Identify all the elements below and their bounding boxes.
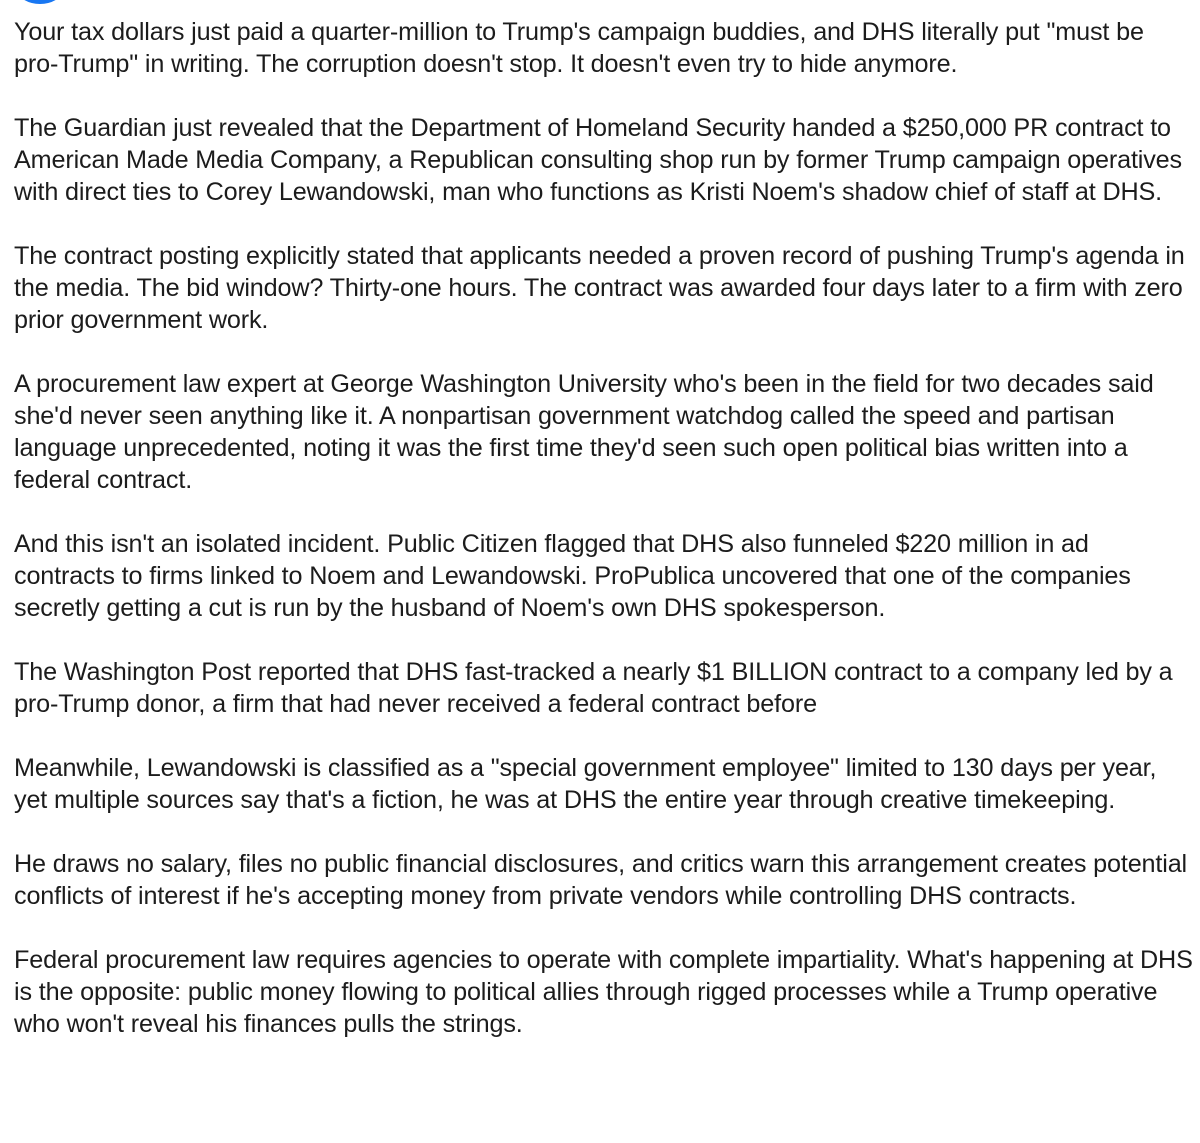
post-paragraph-1: Your tax dollars just paid a quarter-million to Trump's campaign buddies, and DHS literally put "must be pro-Trump" in writing. The corruption doesn't stop. It doesn't even try to hide anymore.	[14, 18, 1144, 78]
post-paragraph-6: The Washington Post reported that DHS fast-tracked a nearly $1 BILLION contract to a company led by a pro-Trump donor, a firm that had never received a federal contract before	[14, 658, 1173, 718]
post-paragraph-3: The contract posting explicitly stated that applicants needed a proven record of pushing Trump's agenda in the media. The bid window? Thirty-one hours. The contract was awarded four days later to a firm with zero prior government work.	[14, 242, 1185, 334]
post-paragraph-5: And this isn't an isolated incident. Public Citizen flagged that DHS also funneled $220 million in ad contracts to firms linked to Noem and Lewandowski. ProPublica uncovered that one of the companies secretly getting a cut is run by the husband of Noem's own DHS spokesperson.	[14, 530, 1131, 622]
post-body	[14, 16, 1194, 1072]
avatar[interactable]	[8, 0, 72, 4]
post-paragraph-8: He draws no salary, files no public financial disclosures, and critics warn this arrangement creates potential conflicts of interest if he's accepting money from private vendors while controlling DHS contracts.	[14, 850, 1188, 910]
post-paragraph-2: The Guardian just revealed that the Department of Homeland Security handed a $250,000 PR contract to American Made Media Company, a Republican consulting shop run by former Trump campaign operatives with direct ties to Corey Lewandowski, man who functions as Kristi Noem's shadow chief of staff at DHS.	[14, 114, 1182, 206]
post-paragraph-7: Meanwhile, Lewandowski is classified as a "special government employee" limited to 130 days per year, yet multiple sources say that's a fiction, he was at DHS the entire year through creative timekeeping.	[14, 754, 1157, 814]
post-paragraph-4: A procurement law expert at George Washington University who's been in the field for two decades said she'd never seen anything like it. A nonpartisan government watchdog called the speed and partisan language unprecedented, noting it was the first time they'd seen such open political bias written into a federal contract.	[14, 370, 1154, 494]
post-paragraph-9: Federal procurement law requires agencies to operate with complete impartiality. What's happening at DHS is the opposite: public money flowing to political allies through rigged processes while a Trump operative who won't reveal his finances pulls the strings.	[14, 946, 1193, 1038]
